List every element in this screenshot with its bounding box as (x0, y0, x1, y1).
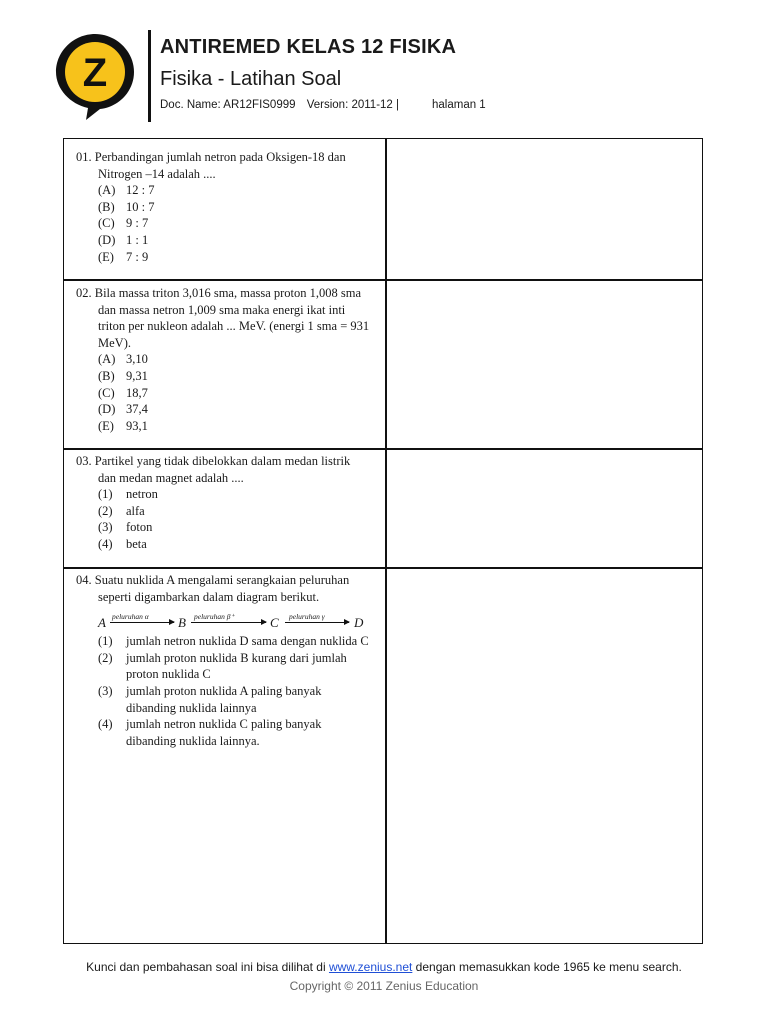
zenius-logo (52, 30, 138, 122)
answer-option: (B) 10 : 7 (98, 199, 155, 214)
decay-arrow (110, 622, 174, 623)
question-sheet (63, 138, 703, 944)
page-title: ANTIREMED KELAS 12 FISIKA (160, 36, 457, 58)
answer-option: (E) 93,1 (98, 418, 148, 433)
doc-info (160, 99, 407, 111)
answer-option: (D) 1 : 1 (98, 232, 149, 247)
answer-option: (A) 3,10 (98, 352, 148, 367)
question-stem: 01. Perbandingan jumlah netron pada Oksigen-18 dan Nitrogen –14 adalah .... (76, 150, 346, 181)
answer-option: (4) jumlah netron nuklida C paling banyak dibanding nuklida lainnya. (98, 717, 322, 748)
page-number: halaman 1 (432, 99, 486, 111)
row-divider (64, 448, 702, 450)
answer-option: (1) jumlah netron nuklida D sama dengan nuklida C (98, 634, 369, 649)
answer-option: (1) netron (98, 487, 158, 502)
row-divider (64, 567, 702, 569)
nuclide-d: D (354, 615, 364, 631)
answer-option: (C) 18,7 (98, 385, 148, 400)
answer-option: (4) beta (98, 536, 147, 551)
answer-option: (3) foton (98, 520, 153, 535)
question-02 (76, 285, 371, 434)
page-subtitle: Fisika - Latihan Soal (160, 68, 342, 90)
question-stem: 02. Bila massa triton 3,016 sma, massa proton 1,008 sma dan massa netron 1,009 sma maka energi ikat inti triton per nukleon adalah ... MeV. (energi 1 sma = 931 MeV). (76, 286, 370, 350)
answer-option: (D) 37,4 (98, 402, 148, 417)
footer-text: Kunci dan pembahasan soal ini bisa dilihat di (86, 960, 329, 974)
arrow-label-alpha: peluruhan α (112, 612, 149, 622)
answer-option: (C) 9 : 7 (98, 216, 149, 231)
footer-note (0, 960, 768, 974)
footer-text-end: dengan memasukkan kode 1965 ke menu search. (412, 960, 682, 974)
question-stem: 04. Suatu nuklida A mengalami serangkaian peluruhan seperti digambarkan dalam diagram berikut. (76, 573, 350, 604)
doc-name: Doc. Name: AR12FIS0999 (160, 99, 296, 111)
doc-version: Version: 2011-12 | (306, 99, 399, 111)
answer-column-divider (385, 139, 387, 943)
answer-option: (2) alfa (98, 503, 145, 518)
answer-option: (B) 9,31 (98, 368, 148, 383)
decay-diagram (98, 609, 371, 631)
copyright: Copyright © 2011 Zenius Education (289, 979, 479, 993)
answer-option: (A) 12 : 7 (98, 183, 155, 198)
question-01 (76, 149, 371, 265)
question-03 (76, 453, 371, 553)
decay-arrow (285, 622, 349, 623)
row-divider (64, 279, 702, 281)
question-04 (76, 572, 371, 749)
answer-option: (3) jumlah proton nuklida A paling banyak dibanding nuklida lainnya (98, 683, 322, 715)
logo-letter: Z (82, 51, 108, 95)
nuclide-a: A (98, 615, 106, 631)
zenius-link[interactable]: www.zenius.net (328, 960, 413, 974)
nuclide-c: C (270, 615, 279, 631)
decay-arrow (191, 622, 266, 623)
answer-option: (E) 7 : 9 (98, 249, 149, 264)
header-divider (148, 30, 151, 122)
answer-option: (2) jumlah proton nuklida B kurang dari jumlah proton nuklida C (98, 650, 347, 682)
arrow-label-gamma: peluruhan γ (289, 612, 325, 622)
question-stem: 03. Partikel yang tidak dibelokkan dalam medan listrik dan medan magnet adalah .... (76, 454, 351, 485)
nuclide-b: B (178, 615, 186, 631)
arrow-label-beta: peluruhan β⁺ (194, 612, 235, 622)
